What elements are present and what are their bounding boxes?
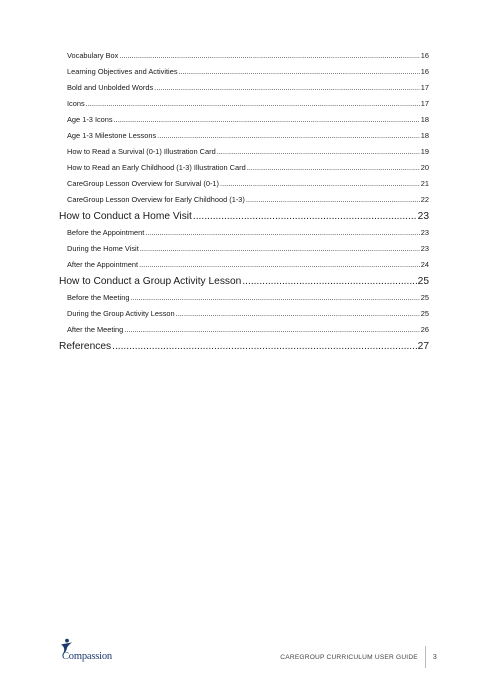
- toc-entry-label: After the Meeting: [67, 325, 124, 334]
- toc-dot-leader: [140, 241, 420, 257]
- toc-entry-label: Before the Appointment: [67, 228, 145, 237]
- toc-entry-page: 26: [420, 325, 429, 334]
- toc-subsection-entry[interactable]: [59, 225, 429, 241]
- toc-dot-leader: [193, 208, 417, 225]
- toc-subsection-entry[interactable]: [59, 192, 429, 208]
- toc-dot-leader: [114, 112, 420, 128]
- toc-subsection-entry[interactable]: [59, 257, 429, 273]
- toc-subsection-entry[interactable]: [59, 96, 429, 112]
- toc-dot-leader: [154, 80, 420, 96]
- toc-dot-leader: [247, 160, 420, 176]
- toc-dot-leader: [139, 257, 420, 273]
- toc-entry-page: 25: [420, 309, 429, 318]
- toc-dot-leader: [112, 338, 417, 355]
- logo-text: Compassion: [62, 651, 112, 662]
- toc-entry-page: 22: [420, 195, 429, 204]
- toc-subsection-entry[interactable]: [59, 48, 429, 64]
- table-of-contents: [59, 48, 429, 355]
- toc-subsection-entry[interactable]: [59, 128, 429, 144]
- toc-entry-label: Age 1-3 Milestone Lessons: [67, 131, 157, 140]
- toc-dot-leader: [217, 144, 420, 160]
- toc-entry-label: During the Group Activity Lesson: [67, 309, 175, 318]
- toc-entry-page: 23: [417, 211, 429, 222]
- toc-dot-leader: [246, 192, 420, 208]
- toc-subsection-entry[interactable]: [59, 112, 429, 128]
- toc-entry-page: 23: [420, 228, 429, 237]
- toc-dot-leader: [86, 96, 420, 112]
- toc-dot-leader: [242, 273, 416, 290]
- toc-entry-label: Bold and Unbolded Words: [67, 83, 154, 92]
- toc-entry-label: Vocabulary Box: [67, 51, 119, 60]
- toc-section-entry[interactable]: [59, 338, 429, 355]
- document-title: CAREGROUP CURRICULUM USER GUIDE: [280, 653, 418, 661]
- compassion-logo: [59, 638, 121, 664]
- toc-subsection-entry[interactable]: [59, 160, 429, 176]
- toc-dot-leader: [130, 290, 419, 306]
- toc-entry-label: During the Home Visit: [67, 244, 139, 253]
- toc-entry-label: How to Conduct a Home Visit: [59, 211, 192, 222]
- toc-entry-label: CareGroup Lesson Overview for Survival (0-1): [67, 179, 219, 188]
- toc-subsection-entry[interactable]: [59, 64, 429, 80]
- toc-entry-page: 24: [420, 260, 429, 269]
- toc-entry-label: Before the Meeting: [67, 293, 130, 302]
- page-footer: [280, 646, 437, 668]
- toc-entry-page: 16: [420, 67, 429, 76]
- toc-dot-leader: [157, 128, 420, 144]
- toc-entry-label: How to Read a Survival (0-1) Illustration Card: [67, 147, 216, 156]
- toc-entry-label: Icons: [67, 99, 85, 108]
- toc-entry-page: 17: [420, 99, 429, 108]
- toc-entry-page: 27: [417, 341, 429, 352]
- toc-entry-label: After the Appointment: [67, 260, 139, 269]
- toc-dot-leader: [179, 64, 420, 80]
- toc-section-entry[interactable]: [59, 208, 429, 225]
- toc-subsection-entry[interactable]: [59, 176, 429, 192]
- toc-subsection-entry[interactable]: [59, 306, 429, 322]
- toc-entry-page: 23: [420, 244, 429, 253]
- toc-entry-label: How to Read an Early Childhood (1-3) Illustration Card: [67, 163, 246, 172]
- toc-entry-page: 25: [420, 293, 429, 302]
- toc-entry-page: 20: [420, 163, 429, 172]
- toc-dot-leader: [220, 176, 420, 192]
- toc-entry-label: Learning Objectives and Activities: [67, 67, 178, 76]
- toc-entry-label: References: [59, 341, 112, 352]
- toc-dot-leader: [119, 48, 419, 64]
- toc-entry-page: 21: [420, 179, 429, 188]
- toc-entry-page: 16: [420, 51, 429, 60]
- toc-entry-label: CareGroup Lesson Overview for Early Childhood (1-3): [67, 195, 245, 204]
- toc-dot-leader: [124, 322, 419, 338]
- toc-dot-leader: [145, 225, 420, 241]
- toc-entry-page: 18: [420, 131, 429, 140]
- footer-divider: [425, 646, 426, 668]
- toc-dot-leader: [176, 306, 420, 322]
- toc-entry-page: 19: [420, 147, 429, 156]
- toc-entry-page: 25: [417, 276, 429, 287]
- toc-entry-label: Age 1-3 Icons: [67, 115, 113, 124]
- toc-subsection-entry[interactable]: [59, 241, 429, 257]
- toc-entry-label: How to Conduct a Group Activity Lesson: [59, 276, 242, 287]
- toc-subsection-entry[interactable]: [59, 80, 429, 96]
- toc-entry-page: 17: [420, 83, 429, 92]
- page-number: 3: [432, 653, 437, 661]
- toc-subsection-entry[interactable]: [59, 290, 429, 306]
- toc-subsection-entry[interactable]: [59, 144, 429, 160]
- toc-subsection-entry[interactable]: [59, 322, 429, 338]
- toc-entry-page: 18: [420, 115, 429, 124]
- toc-section-entry[interactable]: [59, 273, 429, 290]
